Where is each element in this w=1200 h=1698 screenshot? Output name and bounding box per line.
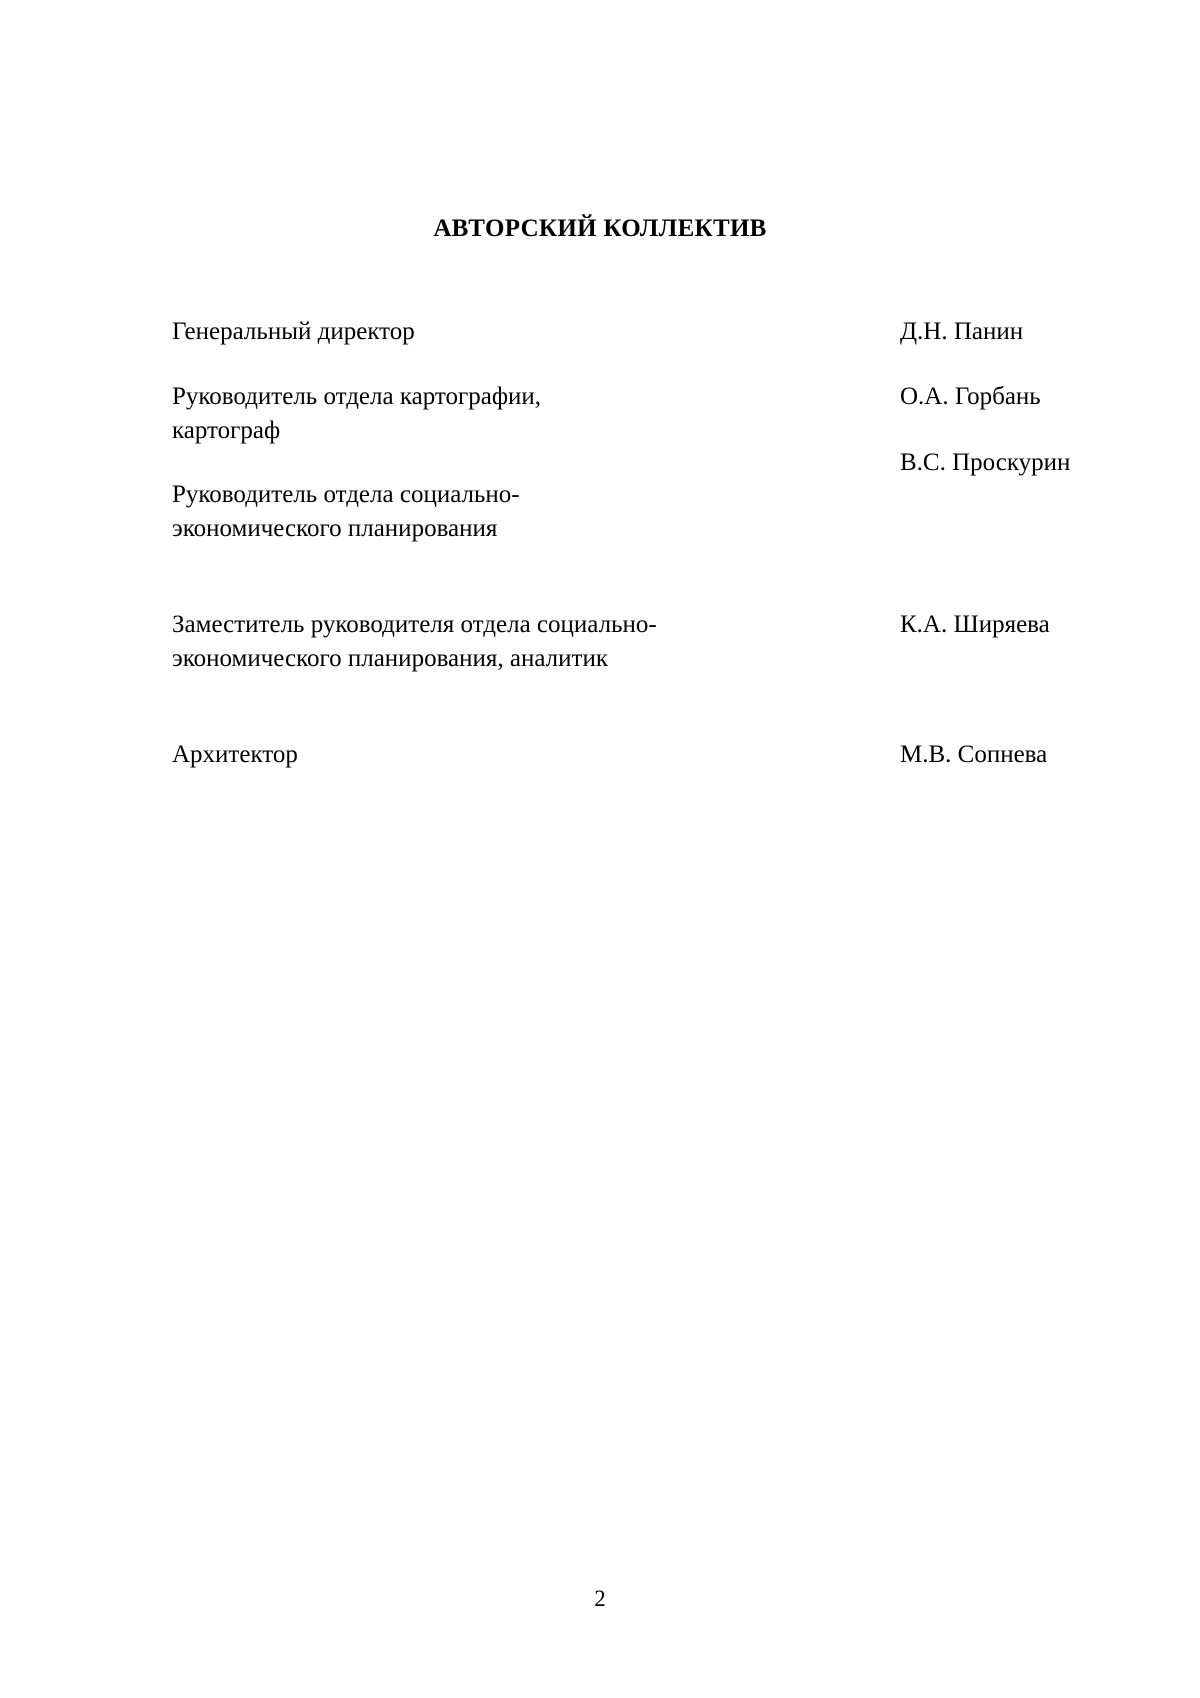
author-role-line: Архитектор [172,741,298,768]
author-role-line: картограф [172,417,281,444]
author-name: О.А. Горбань [900,383,1041,410]
author-role-line: Заместитель руководителя отдела социально- [172,611,657,638]
author-role-line: Руководитель отдела социально- [172,481,520,508]
author-name: Д.Н. Панин [900,318,1024,345]
page-number: 2 [594,1586,606,1611]
author-role-line: Генеральный директор [172,318,415,345]
author-name: В.С. Проскурин [900,449,1071,476]
author-role-line: экономического планирования [172,515,498,542]
author-role-line: экономического планирования, аналитик [172,645,608,672]
author-role-line: Руководитель отдела картографии, [172,383,542,410]
author-role [172,315,812,349]
author-role [172,738,812,772]
author-name: М.В. Сопнева [900,741,1048,768]
author-role [172,380,812,448]
author-name: К.А. Ширяева [900,611,1050,638]
document-title: АВТОРСКИЙ КОЛЛЕКТИВ [433,215,767,242]
author-role [172,608,812,676]
author-role [172,478,812,546]
